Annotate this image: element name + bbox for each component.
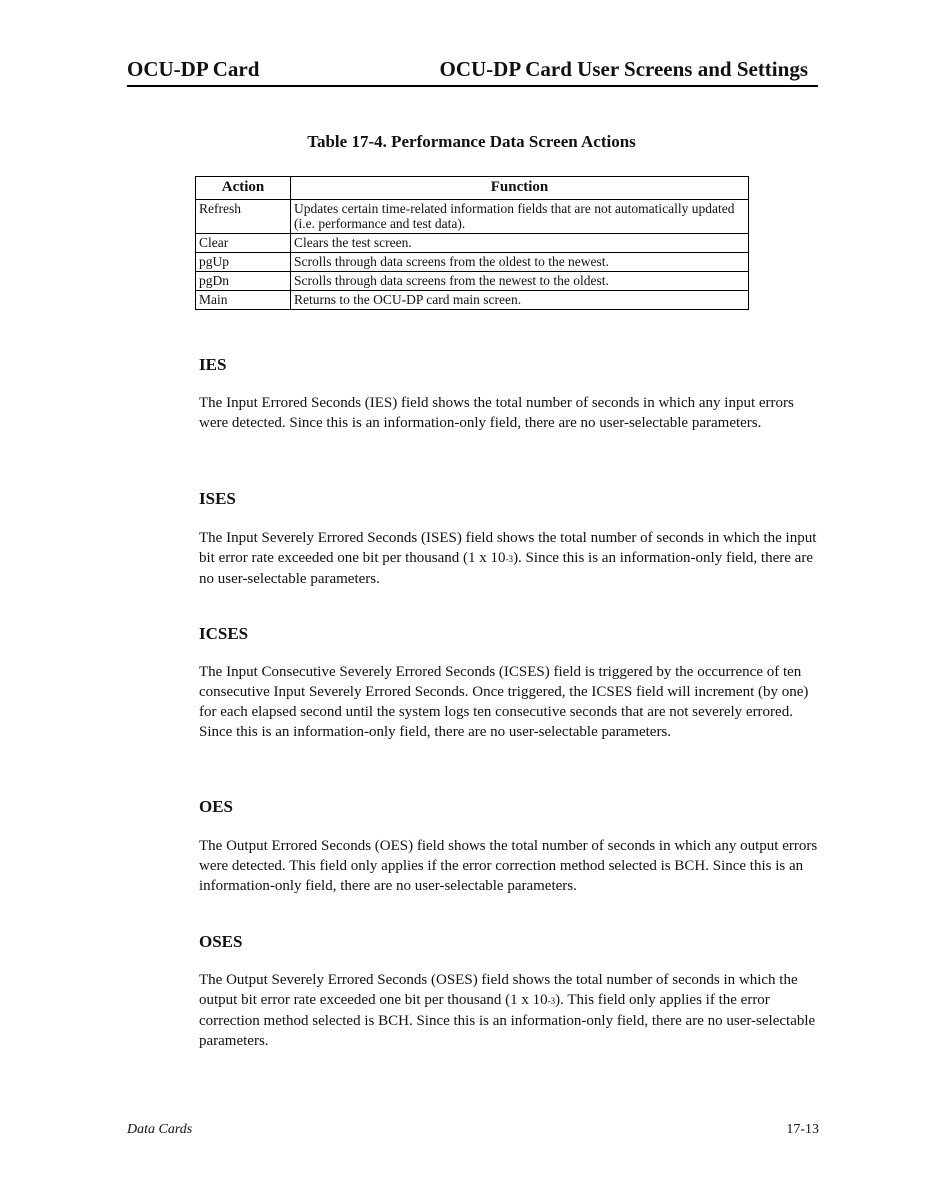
header-chapter-title: OCU-DP Card User Screens and Settings [439, 57, 808, 81]
table-title: Table 17-4. Performance Data Screen Actions [307, 132, 636, 151]
section-text-icses: The Input Consecutive Severely Errored Seconds (ICSES) field is triggered by the occurrence of ten consecutive Input Severely Errored Seconds. Once triggered, the ICSES field will increment (by one) for each elapsed second until the system logs ten consecutive seconds that are not severely errored. Since this is an information-only field, there are no user-selectable parameters. [199, 664, 809, 740]
section-text-ies: The Input Errored Seconds (IES) field shows the total number of seconds in which any input errors were detected. Since this is an information-only field, there are no user-selectable parameters. [199, 395, 794, 431]
table-row [196, 200, 749, 234]
section-title-oses: OSES [199, 932, 243, 951]
function-cell: Scrolls through data screens from the newest to the oldest. [291, 272, 749, 291]
footer-page-number: 17-13 [786, 1122, 819, 1137]
section-text-oes: The Output Errored Seconds (OES) field shows the total number of seconds in which any output errors were detected. This field only applies if the error correction method selected is BCH. Since this is an information-only field, there are no user-selectable parameters. [199, 838, 818, 894]
function-cell: Scrolls through data screens from the oldest to the newest. [291, 253, 749, 272]
function-cell: Clears the test screen. [291, 234, 749, 253]
section-text-ises: The Input Severely Errored Seconds (ISES) field shows the total number of seconds in which the input bit error rate exceeded one bit per thousand (1 x 10-3). Since this is an information-only field, there are no user-selectable parameters. [199, 530, 817, 587]
function-cell: Updates certain time-related information fields that are not automatically updated (i.e. performance and test data). [291, 200, 749, 234]
column-header-function: Function [291, 177, 749, 200]
action-cell: pgDn [196, 272, 291, 291]
table-row [196, 234, 749, 253]
table-row [196, 253, 749, 272]
function-cell: Returns to the OCU-DP card main screen. [291, 291, 749, 310]
table-row [196, 272, 749, 291]
exponent: -3 [505, 554, 514, 564]
performance-actions-table [195, 176, 749, 310]
section-title-ies: IES [199, 355, 227, 374]
exponent: -3 [547, 996, 556, 1006]
footer-book-title: Data Cards [127, 1122, 193, 1137]
action-cell: pgUp [196, 253, 291, 272]
column-header-action: Action [196, 177, 291, 200]
page-header [127, 55, 818, 87]
header-card-name: OCU-DP Card [127, 57, 260, 81]
section-title-oes: OES [199, 797, 234, 816]
table-row [196, 291, 749, 310]
action-cell: Main [196, 291, 291, 310]
section-text-oses: The Output Severely Errored Seconds (OSES) field shows the total number of seconds in which the output bit error rate exceeded one bit per thousand (1 x 10-3). This field only applies if the error correction method selected is BCH. Since this is an information-only field, there are no user-selectable parameters. [199, 972, 816, 1049]
action-cell: Refresh [196, 200, 291, 234]
section-title-icses: ICSES [199, 624, 249, 643]
action-cell: Clear [196, 234, 291, 253]
section-title-ises: ISES [199, 489, 236, 508]
table-header-row [196, 177, 749, 200]
